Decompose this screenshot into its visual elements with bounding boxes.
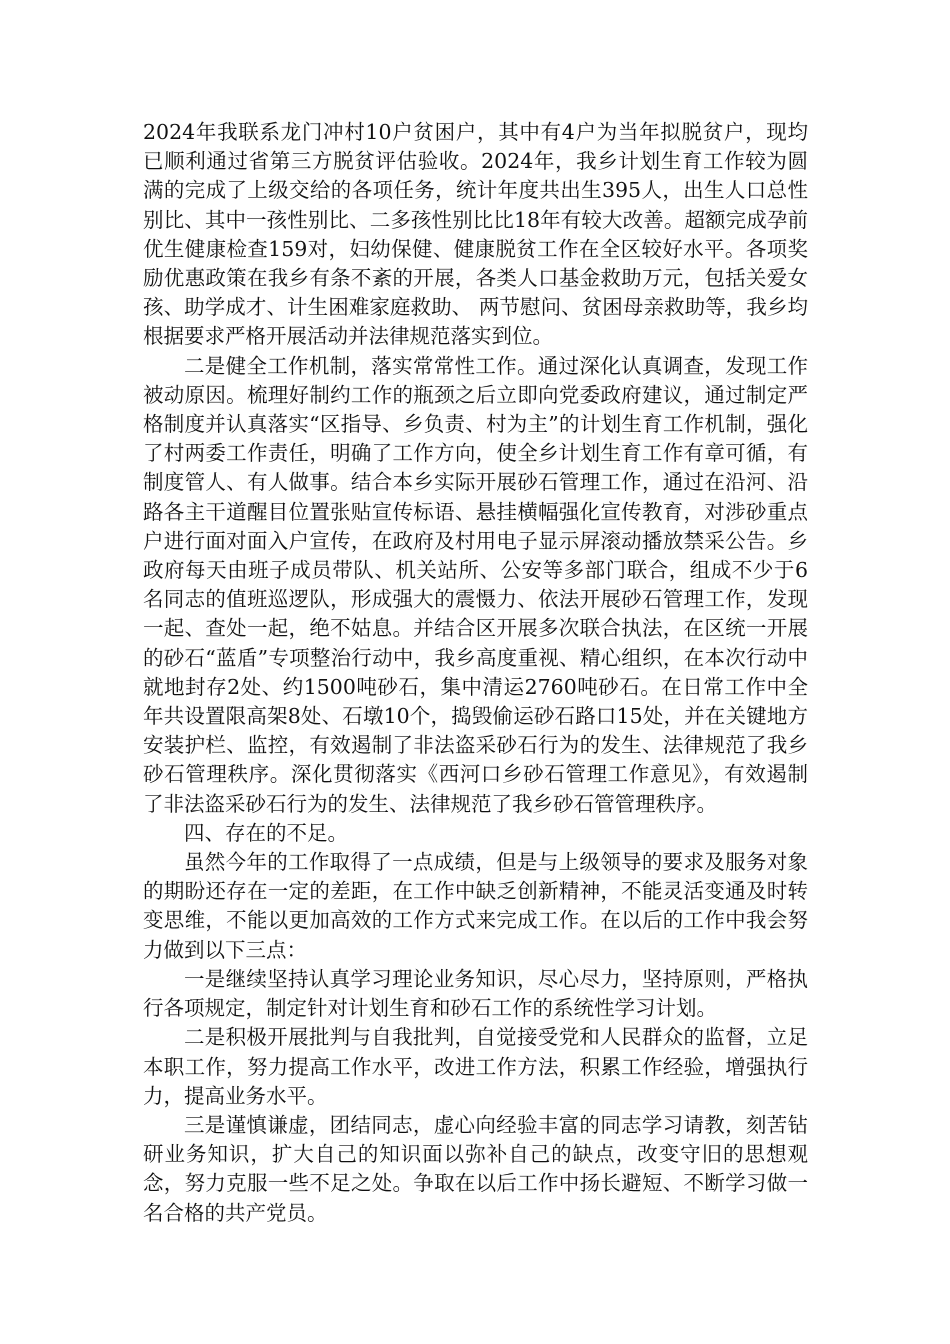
paragraph-point-one: 一是继续坚持认真学习理论业务知识，尽心尽力，坚持原则，严格执行各项规定，制定针对计划生育和砂石工作的系统性学习计划。: [143, 966, 808, 1021]
paragraph-work-mechanism: 二是健全工作机制，落实常常性工作。通过深化认真调查，发现工作被动原因。梳理好制约工作的瓶颈之后立即向党委政府建议，通过制定严格制度并认真落实“区指导、乡负责、村为主”的计划生育工作机制，强化了村两委工作责任，明确了工作方向，使全乡计划生育工作有章可循，有制度管人、有人做事。结合本乡实际开展砂石管理工作，通过在沿河、沿路各主干道醒目位置张贴宣传标语、悬挂横幅强化宣传教育，对涉砂重点户进行面对面入户宣传，在政府及村用电子显示屏滚动播放禁采公告。乡政府每天由班子成员带队、机关站所、公安等多部门联合，组成不少于6名同志的值班巡逻队，形成强大的震慑力、依法开展砂石管理工作，发现一起、查处一起，绝不姑息。并结合区开展多次联合执法，在区统一开展的砂石“蓝盾”专项整治行动中，我乡高度重视、精心组织，在本次行动中就地封存2处、约1500吨砂石，集中清运2760吨砂石。在日常工作中全年共设置限高架8处、石墩10个，捣毁偷运砂石路口15处，并在关键地方安装护栏、监控，有效遏制了非法盗采砂石行为的发生、法律规范了我乡砂石管理秩序。深化贯彻落实《西河口乡砂石管理工作意见》，有效遏制了非法盗采砂石行为的发生、法律规范了我乡砂石管管理秩序。: [143, 353, 808, 816]
paragraph-poverty-and-family-planning: 2024年我联系龙门冲村10户贫困户，其中有4户为当年拟脱贫户，现均已顺利通过省第三方脱贫评估验收。2024年，我乡计划生育工作较为圆满的完成了上级交给的各项任务，统计年度共出生395人，出生人口总性别比、其中一孩性别比、二多孩性别比比18年有较大改善。超额完成孕前优生健康检查159对，妇幼保健、健康脱贫工作在全区较好水平。各项奖励优惠政策在我乡有条不紊的开展，各类人口基金救助万元，包括关爱女孩、助学成才、计生困难家庭救助、 两节慰问、贫困母亲救助等，我乡均根据要求严格开展活动并法律规范落实到位。: [143, 120, 808, 349]
section-heading-shortcomings: 四、存在的不足。: [184, 820, 348, 845]
paragraph-point-two: 二是积极开展批判与自我批判，自觉接受党和人民群众的监督，立足本职工作，努力提高工作水平，改进工作方法，积累工作经验，增强执行力，提高业务水平。: [143, 1025, 808, 1108]
document-page: [143, 118, 808, 1228]
paragraph-point-three: 三是谨慎谦虚，团结同志，虚心向经验丰富的同志学习请教，刻苦钻研业务知识，扩大自己的知识面以弥补自己的缺点，改变守旧的思想观念，努力克服一些不足之处。争取在以后工作中扬长避短、不断学习做一名合格的共产党员。: [143, 1112, 808, 1225]
paragraph-shortcomings-intro: 虽然今年的工作取得了一点成绩，但是与上级领导的要求及服务对象的期盼还存在一定的差距，在工作中缺乏创新精神，不能灵活变通及时转变思维，不能以更加高效的工作方式来完成工作。在以后的工作中我会努力做到以下三点：: [143, 850, 808, 962]
